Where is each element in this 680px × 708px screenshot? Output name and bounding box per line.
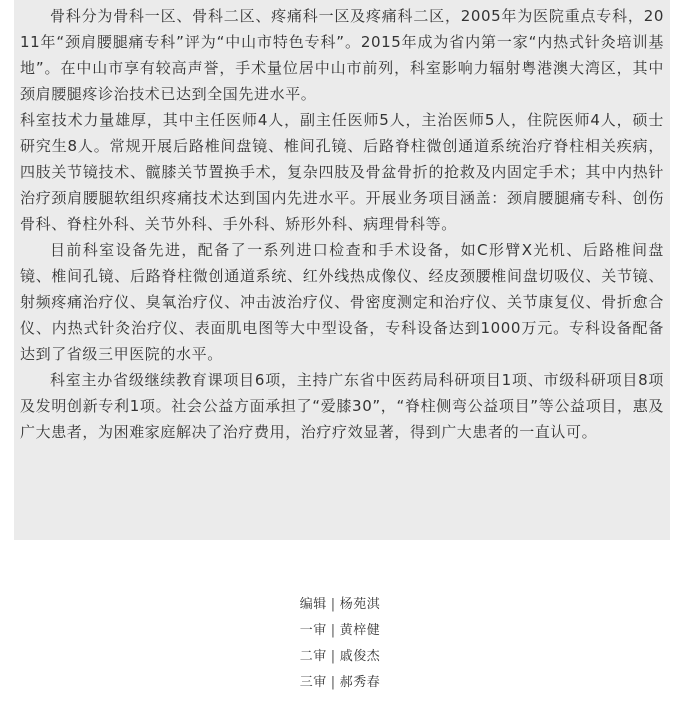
credit-separator: | <box>330 623 336 638</box>
article-panel <box>14 0 670 540</box>
credit-name: 郝秀春 <box>339 675 381 690</box>
paragraph-staff: 科室技术力量雄厚，其中主任医师4人，副主任医师5人，主治医师5人，住院医师4人，硕士研究生8人。常规开展后路椎间盘镜、椎间孔镜、后路脊柱微创通道系统治疗脊柱相关疾病，四肢关节镜技术、髋膝关节置换手术，复杂四肢及骨盆骨折的抢救及内固定手术；其中内热针治疗颈肩腰腿软组织疼痛技术达到国内先进水平。开展业务项目涵盖：颈肩腰腿痛专科、创伤骨科、脊柱外科、关节外科、手外科、矫形外科、病理骨科等。 <box>20 111 664 233</box>
credit-name: 戚俊杰 <box>339 649 381 664</box>
credit-second-review <box>0 644 680 670</box>
credit-role: 一审 <box>299 623 327 638</box>
credit-name: 杨苑淇 <box>339 597 381 612</box>
credit-role: 三审 <box>299 675 327 690</box>
paragraph-projects: 科室主办省级继续教育课项目6项，主持广东省中医药局科研项目1项、市级科研项目8项及发明创新专利1项。社会公益方面承担了“爱膝30”，“脊柱侧弯公益项目”等公益项目，惠及广大患者，为困难家庭解决了治疗费用，治疗疗效显著，得到广大患者的一直认可。 <box>20 371 664 441</box>
paragraph-equipment: 目前科室设备先进，配备了一系列进口检查和手术设备，如C形臂X光机、后路椎间盘镜、椎间孔镜、后路脊柱微创通道系统、红外线热成像仪、经皮颈腰椎间盘切吸仪、关节镜、射频疼痛治疗仪、臭氧治疗仪、冲击波治疗仪、骨密度测定和治疗仪、关节康复仪、骨折愈合仪、内热式针灸治疗仪、表面肌电图等大中型设备，专科设备达到1000万元。专科设备配备达到了省级三甲医院的水平。 <box>20 241 664 363</box>
credit-role: 二审 <box>299 649 327 664</box>
credit-first-review <box>0 618 680 644</box>
credit-editor <box>0 592 680 618</box>
credit-role: 编辑 <box>299 597 327 612</box>
credit-separator: | <box>330 649 336 664</box>
credit-name: 黄梓健 <box>339 623 381 638</box>
credits-block <box>0 592 680 696</box>
credit-third-review <box>0 670 680 696</box>
credit-separator: | <box>330 675 336 690</box>
credit-separator: | <box>330 597 336 612</box>
paragraph-intro: 骨科分为骨科一区、骨科二区、疼痛科一区及疼痛科二区，2005年为医院重点专科，2011年“颈肩腰腿痛专科”评为“中山市特色专科”。2015年成为省内第一家“内热式针灸培训基地”。在中山市享有较高声誉，手术量位居中山市前列，科室影响力辐射粤港澳大湾区，其中颈肩腰腿疼诊治技术已达到全国先进水平。 <box>20 7 664 103</box>
